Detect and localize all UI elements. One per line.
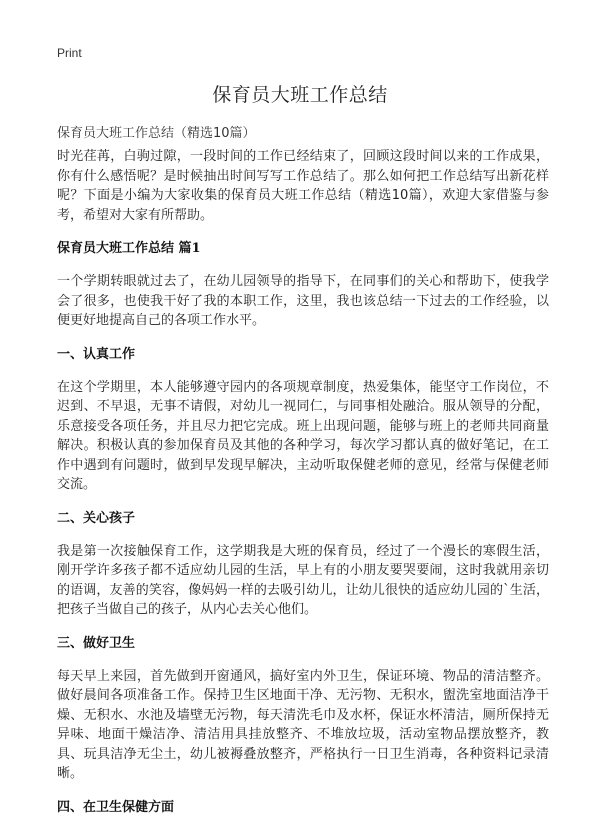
- part-3-paragraph: 每天早上来园，首先做到开窗通风，搞好室内外卫生，保证环境、物品的清洁整齐。做好晨间各项准备工作。保持卫生区地面干净、无污物、无积水，盥洗室地面洁净干燥、无积水、水池及墙壁无污物，每天清洗毛巾及水杯，保证水杯清洁，厕所保持无异味、地面干燥洁净、清洁用具挂放整齐、不堆放垃圾，活动室物品摆放整齐，教具、玩具洁净无尘土，幼儿被褥叠放整齐，严格执行一日卫生消毒，各种资料记录清晰。: [57, 668, 549, 781]
- document-title: 保育员大班工作总结: [212, 84, 388, 106]
- intro-paragraph: 时光荏苒，白驹过隙，一段时间的工作已经结束了，回顾这段时间以来的工作成果，你有什么感悟呢？是时候抽出时间写写工作总结了。那么如何把工作总结写出新花样呢？下面是小编为大家收集的保育员大班工作总结（精选10篇），欢迎大家借鉴与参考，希望对大家有所帮助。: [57, 149, 549, 223]
- section-1-title: 保育员大班工作总结 篇1: [57, 241, 201, 256]
- part-4-heading: 四、在卫生保健方面: [57, 799, 175, 815]
- part-1-heading: 一、认真工作: [57, 346, 136, 362]
- part-2-paragraph: 我是第一次接触保育工作，这学期我是大班的保育员，经过了一个漫长的寒假生活，刚开学许多孩子都不适应幼儿园的生活，早上有的小朋友要哭要闹，这时我就用亲切的语调，友善的笑容，像妈妈一样的去吸引幼儿，让幼儿很快的适应幼儿园的`生活，把孩子当做自己的孩子，从内心去关心他们。: [57, 543, 549, 617]
- section-1-paragraph: 一个学期转眼就过去了，在幼儿园领导的指导下，在同事们的关心和帮助下，使我学会了很多，也使我干好了我的本职工作，这里，我也该总结一下过去的工作经验，以便更好地提高自己的各项工作水平。: [57, 274, 549, 328]
- print-label: Print: [57, 46, 82, 60]
- document-subtitle: 保育员大班工作总结（精选10篇）: [57, 126, 256, 141]
- part-1-paragraph: 在这个学期里，本人能够遵守园内的各项规章制度，热爱集体，能坚守工作岗位，不迟到、不早退，无事不请假，对幼儿一视同仁，与同事相处融洽。服从领导的分配，乐意接受各项任务，并且尽力把它完成。班上出现问题，能够与班上的老师共同商量解决。积极认真的参加保育员及其他的各种学习，每次学习都认真的做好笔记，在工作中遇到有问题时，做到早发现早解决，主动听取保健老师的意见，经常与保健老师交流。: [57, 379, 549, 492]
- document-body: [57, 147, 549, 831]
- part-2-heading: 二、关心孩子: [57, 510, 136, 526]
- part-3-heading: 三、做好卫生: [57, 635, 136, 651]
